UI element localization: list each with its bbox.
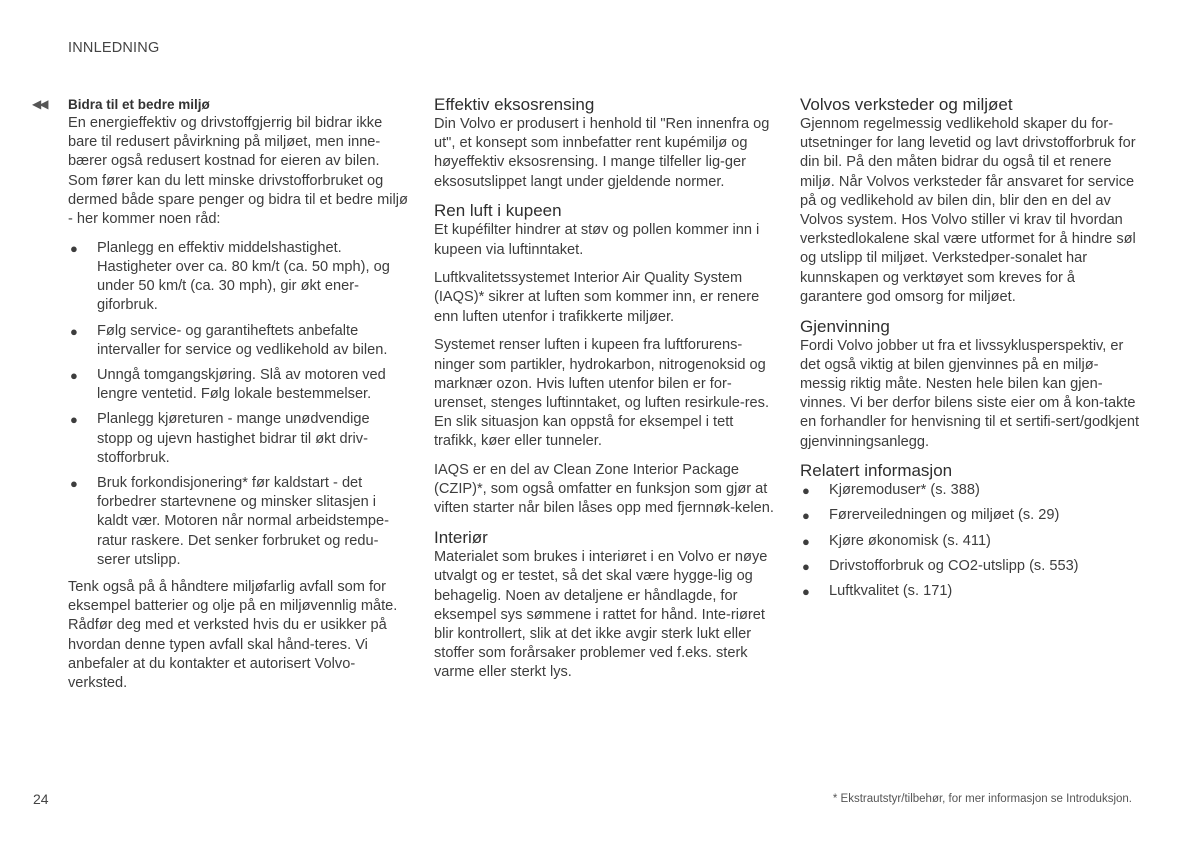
intro-paragraph: En energieffektiv og drivstoffgjerrig bil bidrar ikke bare til redusert påvirkning på miljøet, men inne-bærer også redusert kostnad for eieren av bilen. Som fører kan du lett minske drivstofforbruket og dermed både spare penger og bidra til et bedre miljø - her kommer noen råd: <box>68 115 408 228</box>
section-heading-recycling: Gjenvinning <box>800 316 890 336</box>
workshops-paragraph: Gjennom regelmessig vedlikehold skaper du for-utsetninger for lang levetid og lavt drivstofforbruk for din bil. På den måten bidrar du også til et renere miljø. Når Volvos verksteder får ansvaret for service på og vedlikehold av bilen din, blir den en del av Volvos system. Hos Volvo stiller vi krav til hvordan verkstedlokalene skal være utformet for å hindre søl og utslipp til miljøet. Verkstedper-sonalet har kunnskapen og verktøyet som kreves for å garantere god omsorg for miljøet. <box>800 116 1136 305</box>
exhaust-paragraph: Din Volvo er produsert i henhold til "Ren innenfra og ut", et konsept som innbefatter rent kupémiljø og høyeffektiv eksosrensing. I mange tilfeller lig-ger eksosutslippet langt under gjeldende normer. <box>434 116 770 190</box>
list-item: ● Planlegg kjøreturen - mange unødvendige stopp og ujevn hastighet bidrar til økt driv-stofforbruk. <box>70 411 370 466</box>
column-right <box>800 95 1140 609</box>
related-link[interactable]: ● Kjøre økonomisk (s. 411) <box>800 532 1140 551</box>
bullet-icon: ● <box>70 412 78 428</box>
bullet-icon: ● <box>70 323 78 339</box>
interior-paragraph: Materialet som brukes i interiøret i en Volvo er nøye utvalgt og er testet, så det skal være hygge-lig og behagelig. Noen av detaljene er håndlagde, for eksempel sys sømmene i rattet for hånd. Inte-riøret blir kontrollert, slik at det ikke avgir sterk lukt eller stoffer som forårsaker problemer ved f.eks. sterk varme eller sterkt lys. <box>434 549 768 681</box>
footnote: * Ekstrautstyr/tilbehør, for mer informasjon se Introduksjon. <box>832 793 1132 805</box>
related-link[interactable]: ● Luftkvalitet (s. 171) <box>800 582 1140 601</box>
section-heading-interior: Interiør <box>434 528 488 548</box>
bullet-icon: ● <box>70 475 78 491</box>
related-links-list <box>800 481 1140 601</box>
section-heading-workshops: Volvos verksteder og miljøet <box>800 95 1013 114</box>
list-item: ● Unngå tomgangskjøring. Slå av motoren ved lengre ventetid. Følg lokale bestemmelser. <box>70 366 386 403</box>
section-heading-related: Relatert informasjon <box>800 461 953 481</box>
list-item: ● Følg service- og garantiheftets anbefalte intervaller for service og vedlikehold av bilen. <box>70 322 388 358</box>
list-item: ● Planlegg en effektiv middelshastighet. Hastigheter over ca. 80 km/t (ca. 50 mph), og under 50 km/t (ca. 30 mph), gir økt ener-giforbruk. <box>70 239 390 314</box>
column-left <box>68 95 408 703</box>
section-heading-clean-air: Ren luft i kupeen <box>434 201 562 221</box>
continuation-marker-icon: ◀◀ <box>32 97 47 111</box>
outro-paragraph: Tenk også på å håndtere miljøfarlig avfall som for eksempel batterier og olje på en miljøvennlig måte. Rådfør deg med et verksted hvis du er usikker på hvordan denne typen avfall skal hånd-teres. Vi anbefaler at du kontakter et autorisert Volvo-verksted. <box>68 578 398 691</box>
section-heading-better-environment: Bidra til et bedre miljø <box>68 97 210 112</box>
bullet-icon: ● <box>70 367 78 383</box>
tips-list <box>68 239 408 570</box>
bullet-icon: ● <box>802 533 810 549</box>
column-middle <box>434 95 774 692</box>
related-link[interactable]: ● Førerveiledningen og miljøet (s. 29) <box>800 506 1140 525</box>
bullet-icon: ● <box>802 508 810 524</box>
bullet-icon: ● <box>802 483 810 499</box>
page-number: 24 <box>33 791 49 807</box>
clean-air-paragraph-2: Luftkvalitetssystemet Interior Air Quality System (IAQS)* sikrer at luften som kommer inn, er renere enn luften utenfor i trafikkerte miljøer. <box>434 270 760 325</box>
section-heading-exhaust: Effektiv eksosrensing <box>434 95 595 114</box>
list-item: ● Bruk forkondisjonering* før kaldstart - det forbedrer startevnene og minsker slitasjen i kaldt vær. Motoren når normal arbeidstempe-ratur raskere. Det senker forbruket og redu-serer utslipp. <box>70 474 390 568</box>
clean-air-paragraph-3: Systemet renser luften i kupeen fra luftforurens-ninger som partikler, hydrokarbon, nitrogenoksid og marknær ozon. Hvis luften utenfor bilen er for-urenset, stenges luftinntaket, og luften resirkule-res. En slik situasjon kan oppstå for eksempel i tett trafikk, køer eller tunneler. <box>434 337 770 450</box>
page-header: INNLEDNING <box>68 40 160 56</box>
related-link[interactable]: ● Drivstofforbruk og CO2-utslipp (s. 553) <box>800 557 1140 576</box>
bullet-icon: ● <box>70 240 78 256</box>
clean-air-paragraph-4: IAQS er en del av Clean Zone Interior Package (CZIP)*, som også omfatter en funksjon som gjør at viften starter når bilen låses opp med fjernnøk-kelen. <box>434 462 774 517</box>
related-link[interactable]: ● Kjøremoduser* (s. 388) <box>800 481 1140 500</box>
bullet-icon: ● <box>802 584 810 600</box>
recycling-paragraph: Fordi Volvo jobber ut fra et livssyklusperspektiv, er det også viktig at bilen gjenvinnes på en miljø-messig riktig måte. Nesten hele bilen kan gjen-vinnes. Vi ber derfor bilens siste eier om å kon-takte en forhandler for henvisning til et sertifi-sert/godkjent gjenvinningsanlegg. <box>800 337 1140 450</box>
bullet-icon: ● <box>802 558 810 574</box>
clean-air-paragraph-1: Et kupéfilter hindrer at støv og pollen kommer inn i kupeen via luftinntaket. <box>434 222 760 258</box>
